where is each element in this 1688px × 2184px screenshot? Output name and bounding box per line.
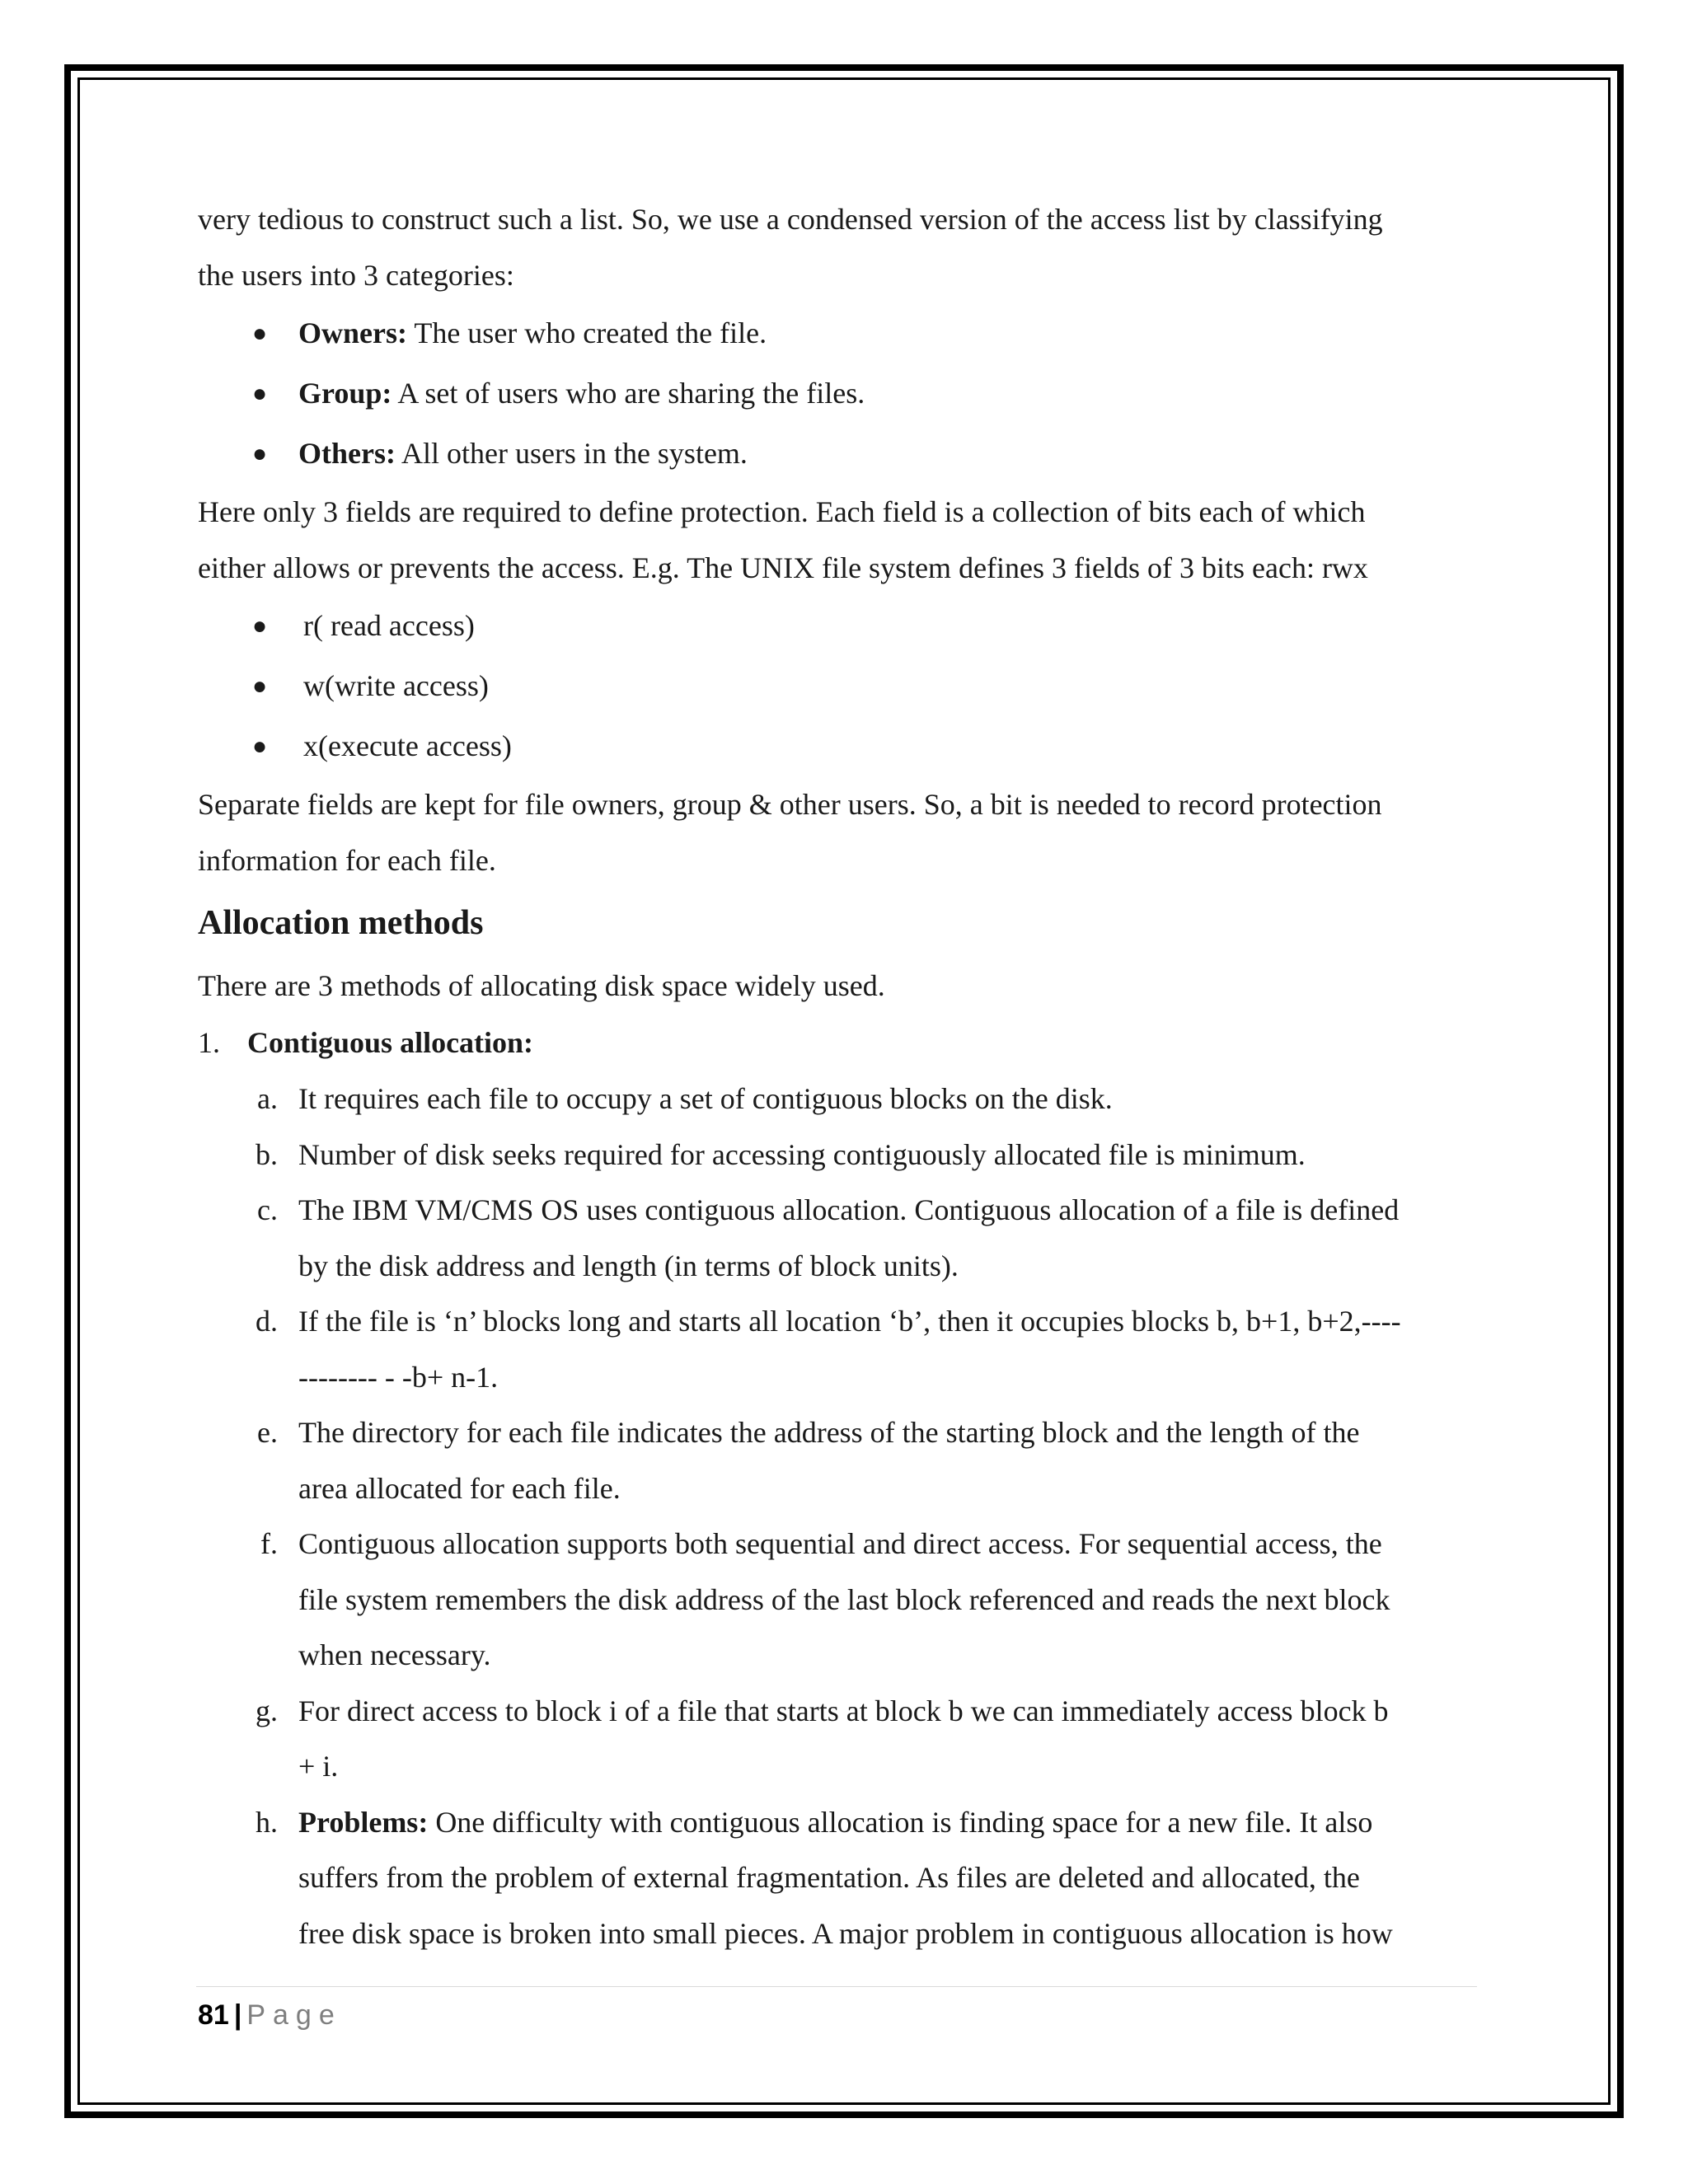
item-line: by the disk address and length (in terms of block units). xyxy=(298,1249,959,1282)
item-line: Contiguous allocation supports both sequential and direct access. For sequential access, the xyxy=(298,1527,1382,1560)
item-letter: h. xyxy=(256,1805,278,1839)
separate-fields-paragraph xyxy=(198,776,1500,888)
item-letter: e. xyxy=(257,1416,278,1449)
item-line: One difficulty with contiguous allocation is finding space for a new file. It also xyxy=(428,1805,1373,1839)
item-line: For direct access to block i of a file that starts at block b we can immediately access block b xyxy=(298,1694,1389,1727)
item-line: + i. xyxy=(298,1750,339,1783)
item-line: Number of disk seeks required for accessing contiguously allocated file is minimum. xyxy=(298,1137,1306,1171)
item-line: If the file is ‘n’ blocks long and starts all location ‘b’, then it occupies blocks b, b+1, b+2,---- xyxy=(298,1305,1401,1338)
item-letter: d. xyxy=(256,1305,278,1338)
method-number: 1. xyxy=(198,1026,220,1059)
intro-line-2: the users into 3 categories: xyxy=(198,259,514,292)
method-title: Contiguous allocation: xyxy=(247,1026,534,1059)
list-item xyxy=(198,1795,1500,1962)
category-term: Others: xyxy=(298,437,396,470)
item-line: area allocated for each file. xyxy=(298,1471,621,1505)
list-item xyxy=(198,1294,1500,1405)
bullet-icon: ● xyxy=(252,733,268,760)
bullet-icon: ● xyxy=(252,440,268,467)
item-letter: c. xyxy=(257,1193,278,1226)
page-label: Page xyxy=(246,1999,342,2031)
separate-line-1: Separate fields are kept for file owners, group & other users. So, a bit is needed to record protection xyxy=(198,788,1382,821)
list-item xyxy=(198,656,1500,716)
category-desc: A set of users who are sharing the files. xyxy=(392,377,865,410)
permission-text: w(write access) xyxy=(303,669,489,702)
contiguous-items-list xyxy=(198,1071,1500,1961)
method-heading xyxy=(198,1014,1500,1071)
intro-paragraph xyxy=(198,191,1500,303)
page-number: 81 xyxy=(198,1999,229,2031)
item-line: -------- - -b+ n-1. xyxy=(298,1360,499,1394)
list-item xyxy=(198,1183,1500,1294)
bullet-icon: ● xyxy=(252,673,268,700)
item-letter: b. xyxy=(256,1137,278,1171)
list-item xyxy=(198,1405,1500,1516)
footer-divider xyxy=(196,1986,1477,1987)
category-desc: The user who created the file. xyxy=(406,316,767,349)
item-letter: f. xyxy=(260,1527,278,1560)
item-line: free disk space is broken into small pieces. A major problem in contiguous allocation is how xyxy=(298,1916,1393,1950)
category-term: Group: xyxy=(298,377,392,410)
item-line: file system remembers the disk address of the last block referenced and reads the next block xyxy=(298,1582,1390,1616)
protection-line-1: Here only 3 fields are required to define protection. Each field is a collection of bits each of which xyxy=(198,495,1366,528)
list-item xyxy=(198,303,1500,363)
list-item xyxy=(198,716,1500,776)
permission-text: x(execute access) xyxy=(303,729,512,762)
list-item xyxy=(198,596,1500,656)
permission-text: r( read access) xyxy=(303,609,475,642)
list-item xyxy=(198,1071,1500,1127)
list-item xyxy=(198,1516,1500,1684)
list-item xyxy=(198,1684,1500,1795)
item-line: when necessary. xyxy=(298,1638,491,1671)
user-categories-list xyxy=(198,303,1500,484)
page-footer xyxy=(198,1994,342,2036)
item-letter: a. xyxy=(257,1082,278,1115)
category-desc: All other users in the system. xyxy=(395,437,748,470)
permissions-list xyxy=(198,596,1500,776)
intro-line-1: very tedious to construct such a list. So, we use a condensed version of the access list by classifying xyxy=(198,203,1383,236)
list-item xyxy=(198,1127,1500,1183)
item-letter: g. xyxy=(256,1694,278,1727)
section-heading: Allocation methods xyxy=(198,904,484,942)
problems-term: Problems: xyxy=(298,1805,429,1839)
item-line: The IBM VM/CMS OS uses contiguous allocation. Contiguous allocation of a file is defined xyxy=(298,1193,1400,1226)
item-line: suffers from the problem of external fragmentation. As files are deleted and allocated, the xyxy=(298,1861,1360,1894)
item-line: It requires each file to occupy a set of contiguous blocks on the disk. xyxy=(298,1082,1113,1115)
category-term: Owners: xyxy=(298,316,407,349)
methods-intro: There are 3 methods of allocating disk space widely used. xyxy=(198,969,885,1002)
separate-line-2: information for each file. xyxy=(198,844,496,877)
bullet-icon: ● xyxy=(252,320,268,347)
footer-separator: | xyxy=(233,1999,242,2031)
item-line: The directory for each file indicates the address of the starting block and the length of the xyxy=(298,1416,1360,1449)
bullet-icon: ● xyxy=(252,612,268,640)
bullet-icon: ● xyxy=(252,380,268,407)
protection-line-2: either allows or prevents the access. E.g. The UNIX file system defines 3 fields of 3 bits each: rwx xyxy=(198,551,1368,584)
protection-paragraph xyxy=(198,484,1500,596)
list-item xyxy=(198,424,1500,484)
list-item xyxy=(198,363,1500,424)
page-content xyxy=(198,191,1500,1961)
